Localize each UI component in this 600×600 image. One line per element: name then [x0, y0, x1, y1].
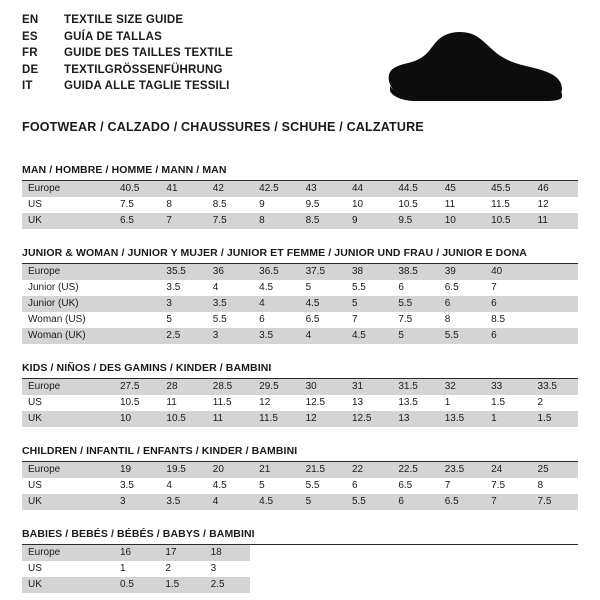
- cell: 11: [166, 397, 177, 408]
- cell: 11.5: [212, 397, 232, 408]
- cell: 24: [485, 462, 531, 478]
- row-label: Woman (US): [28, 314, 86, 325]
- row-label: Junior (UK): [22, 296, 114, 312]
- cell: 7.5: [207, 213, 253, 229]
- cell: 36: [207, 264, 253, 280]
- cell: 16: [114, 545, 159, 561]
- section-junior-woman: [22, 247, 578, 344]
- cell: 4.5: [346, 328, 392, 344]
- cell: 5: [166, 314, 172, 325]
- row-label: US: [28, 480, 42, 491]
- cell: 7.5: [398, 314, 413, 325]
- cell: 7.5: [120, 199, 134, 210]
- cell: [532, 296, 578, 312]
- row-label: UK: [22, 577, 114, 593]
- cell: 8.5: [300, 213, 346, 229]
- row-label: Europe: [22, 379, 114, 395]
- cell: 4.5: [253, 494, 299, 510]
- cell: [114, 312, 160, 328]
- cell: 7: [491, 282, 497, 293]
- cell: [114, 328, 160, 344]
- cell: 28: [160, 379, 206, 395]
- cell: 42.5: [253, 181, 299, 197]
- language-row: [22, 31, 233, 48]
- cell: 7: [444, 480, 451, 491]
- cell: 4: [207, 494, 253, 510]
- cell: 3: [114, 494, 160, 510]
- cell: 37.5: [300, 264, 346, 280]
- cell: 1.5: [532, 411, 578, 427]
- cell: 1.5: [491, 397, 506, 408]
- section-man: [22, 164, 578, 229]
- section-kids: [22, 362, 578, 427]
- cell: 32: [439, 379, 485, 395]
- cell: 12.5: [305, 397, 326, 408]
- cell: 30: [300, 379, 346, 395]
- cell: 8: [444, 314, 451, 325]
- section-title: CHILDREN / INFANTIL / ENFANTS / KINDER / BAMBINI: [22, 445, 578, 462]
- cell: 8: [253, 213, 299, 229]
- cell: 7: [485, 494, 531, 510]
- cell: 6.5: [444, 282, 459, 293]
- cell: 10.5: [485, 213, 531, 229]
- cell: 6.5: [114, 213, 160, 229]
- cell: 11: [532, 213, 578, 229]
- cell: 5: [300, 494, 346, 510]
- table-row: [22, 312, 578, 328]
- cell: 11: [207, 411, 253, 427]
- table-row: [22, 379, 578, 395]
- cell: 18: [205, 545, 250, 561]
- cell: 7: [351, 314, 358, 325]
- cell: 20: [207, 462, 253, 478]
- table-row: [22, 478, 578, 494]
- cell: 6: [439, 296, 485, 312]
- table-row: [22, 545, 250, 561]
- cell: 31.5: [392, 379, 438, 395]
- cell: 4.5: [212, 480, 227, 491]
- section-children: [22, 445, 578, 510]
- table-row: [22, 197, 578, 213]
- table-row: [22, 494, 578, 510]
- cell: 5.5: [346, 494, 392, 510]
- cell: 43: [300, 181, 346, 197]
- cell: 3: [210, 563, 217, 574]
- section-title: BABIES / BEBÉS / BÉBÉS / BABYS / BAMBINI: [22, 528, 578, 545]
- cell: 11.5: [491, 199, 510, 210]
- cell: 2: [537, 397, 544, 408]
- cell: 10: [439, 213, 485, 229]
- cell: 8.5: [491, 314, 506, 325]
- cell: 13.5: [439, 411, 485, 427]
- cell: 6.5: [305, 314, 320, 325]
- cell: 5.5: [439, 328, 485, 344]
- row-label: Woman (UK): [22, 328, 114, 344]
- section-title: KIDS / NIÑOS / DES GAMINS / KINDER / BAMBINI: [22, 362, 578, 379]
- table-row: [22, 462, 578, 478]
- cell: 7: [160, 213, 206, 229]
- cell: 33.5: [532, 379, 578, 395]
- language-title: TEXTILE SIZE GUIDE: [64, 14, 184, 26]
- cell: 22: [346, 462, 392, 478]
- row-label: Europe: [22, 181, 114, 197]
- table-row: [22, 280, 578, 296]
- cell: 13: [351, 397, 364, 408]
- table-row: [22, 395, 578, 411]
- cell: 7.5: [532, 494, 578, 510]
- language-code: EN: [22, 14, 39, 26]
- language-code: ES: [22, 30, 38, 43]
- section-title: MAN / HOMBRE / HOMME / MANN / MAN: [22, 164, 578, 181]
- cell: 21.5: [300, 462, 346, 478]
- row-label: Junior (US): [28, 282, 79, 293]
- cell: 6.5: [439, 494, 485, 510]
- cell: 9: [346, 213, 392, 229]
- cell: [532, 312, 578, 328]
- cell: 12: [259, 397, 271, 408]
- cell: 17: [159, 545, 204, 561]
- cell: 27.5: [114, 379, 160, 395]
- cell: 2: [165, 563, 171, 574]
- row-label: US: [28, 199, 42, 210]
- cell: 3: [207, 328, 253, 344]
- cell: 3.5: [160, 494, 206, 510]
- language-title-list-body: [22, 14, 233, 97]
- row-label: UK: [22, 213, 114, 229]
- language-row: [22, 64, 233, 81]
- table-row: [22, 577, 250, 593]
- row-label: Europe: [22, 462, 114, 478]
- cell: 10.5: [120, 397, 140, 408]
- cell: 6: [392, 494, 438, 510]
- cell: 35.5: [160, 264, 206, 280]
- cell: 40.5: [114, 181, 160, 197]
- cell: [114, 296, 160, 312]
- cell: 1: [120, 563, 126, 574]
- cell: 5.5: [392, 296, 438, 312]
- language-row: [22, 14, 233, 31]
- cell: 4: [166, 480, 172, 491]
- cell: 6: [485, 296, 531, 312]
- cell: 3.5: [253, 328, 299, 344]
- cell: 6.5: [398, 480, 413, 491]
- size-table-babies: [22, 545, 250, 593]
- cell: 10: [114, 411, 160, 427]
- cell: 4.5: [300, 296, 346, 312]
- cell: 12.5: [346, 411, 392, 427]
- cell: 5.5: [305, 480, 320, 491]
- cell: 21: [253, 462, 299, 478]
- cell: 33: [485, 379, 531, 395]
- cell: 22.5: [392, 462, 438, 478]
- cell: 6: [398, 282, 404, 293]
- size-table-kids: [22, 379, 578, 427]
- language-title: GUÍA DE TALLAS: [64, 30, 162, 43]
- language-title: TEXTILGRÖSSENFÜHRUNG: [64, 63, 223, 76]
- cell: 9.5: [305, 199, 320, 210]
- cell: 2.5: [160, 328, 206, 344]
- cell: 11.5: [253, 411, 299, 427]
- cell: 12: [300, 411, 346, 427]
- cell: 19.5: [160, 462, 206, 478]
- section-babies: [22, 528, 578, 593]
- cell: 6: [485, 328, 531, 344]
- cell: 13: [392, 411, 438, 427]
- size-table-body: [22, 181, 578, 229]
- cell: 10.5: [398, 199, 418, 210]
- cell: 2.5: [205, 577, 250, 593]
- size-table-junior-woman: [22, 264, 578, 344]
- cell: 9.5: [392, 213, 438, 229]
- table-row: [22, 213, 578, 229]
- cell: 5: [392, 328, 438, 344]
- cell: 39: [439, 264, 485, 280]
- cell: 12: [537, 199, 549, 210]
- cell: [114, 264, 160, 280]
- language-title: GUIDA ALLE TAGLIE TESSILI: [64, 80, 230, 92]
- cell: 8: [166, 199, 172, 210]
- cell: 4: [300, 328, 346, 344]
- cell: 8.5: [212, 199, 227, 210]
- cell: 0.5: [114, 577, 159, 593]
- cell: 4: [253, 296, 299, 312]
- cell: 4.5: [259, 282, 274, 293]
- table-row: [22, 296, 578, 312]
- cell: 44.5: [392, 181, 438, 197]
- cell: 3: [160, 296, 206, 312]
- cell: 23.5: [439, 462, 485, 478]
- cell: 1.5: [159, 577, 204, 593]
- cell: 1: [485, 411, 531, 427]
- language-code: FR: [22, 47, 38, 59]
- cell: 5: [259, 480, 265, 491]
- cell: 45: [439, 181, 485, 197]
- language-title: GUIDE DES TAILLES TEXTILE: [64, 47, 233, 59]
- size-table-body: [22, 379, 578, 427]
- row-label: Europe: [22, 264, 114, 280]
- size-table-children: [22, 462, 578, 510]
- cell: 10.5: [160, 411, 206, 427]
- cell: 5: [305, 282, 312, 293]
- cell: 36.5: [253, 264, 299, 280]
- cell: 13.5: [398, 397, 418, 408]
- cell: 38.5: [392, 264, 438, 280]
- size-table-man: [22, 181, 578, 229]
- cell: 46: [532, 181, 578, 197]
- size-table-body: [22, 462, 578, 510]
- language-row: [22, 80, 233, 97]
- footwear-heading: FOOTWEAR / CALZADO / CHAUSSURES / SCHUHE / CALZATURE: [22, 120, 424, 134]
- size-table-body: [22, 264, 578, 344]
- dress-shoe-icon: [376, 28, 566, 106]
- table-row: [22, 181, 578, 197]
- cell: 45.5: [485, 181, 531, 197]
- table-row: [22, 264, 578, 280]
- cell: 1: [444, 397, 451, 408]
- cell: 5.5: [351, 282, 366, 293]
- cell: 19: [114, 462, 160, 478]
- language-title-list: [22, 14, 233, 97]
- cell: 6: [351, 480, 358, 491]
- cell: 9: [259, 199, 265, 210]
- table-row: [22, 328, 578, 344]
- row-label: UK: [22, 494, 114, 510]
- cell: 40: [485, 264, 531, 280]
- cell: [114, 280, 160, 296]
- cell: 5: [346, 296, 392, 312]
- language-row: [22, 47, 233, 64]
- section-title: JUNIOR & WOMAN / JUNIOR Y MUJER / JUNIOR ET FEMME / JUNIOR UND FRAU / JUNIOR E DONA: [22, 247, 578, 264]
- row-label: Europe: [22, 545, 114, 561]
- row-label: US: [28, 563, 42, 574]
- cell: 7.5: [491, 480, 506, 491]
- cell: 3.5: [207, 296, 253, 312]
- cell: 3.5: [166, 282, 181, 293]
- row-label: UK: [22, 411, 114, 427]
- cell: 8: [537, 480, 544, 491]
- language-code: IT: [22, 80, 33, 92]
- cell: 5.5: [212, 314, 227, 325]
- size-table-body: [22, 545, 250, 593]
- cell: [532, 280, 578, 296]
- cell: 29.5: [253, 379, 299, 395]
- cell: 6: [259, 314, 265, 325]
- cell: 44: [346, 181, 392, 197]
- row-label: US: [28, 397, 42, 408]
- cell: 31: [346, 379, 392, 395]
- document-header: [22, 14, 578, 114]
- cell: 42: [207, 181, 253, 197]
- cell: 25: [532, 462, 578, 478]
- table-row: [22, 561, 250, 577]
- cell: 11: [444, 199, 456, 210]
- cell: [532, 328, 578, 344]
- table-row: [22, 411, 578, 427]
- cell: 28.5: [207, 379, 253, 395]
- cell: 41: [160, 181, 206, 197]
- cell: [532, 264, 578, 280]
- language-code: DE: [22, 63, 39, 76]
- cell: 38: [346, 264, 392, 280]
- cell: 4: [212, 282, 219, 293]
- cell: 3.5: [120, 480, 134, 491]
- cell: 10: [351, 199, 364, 210]
